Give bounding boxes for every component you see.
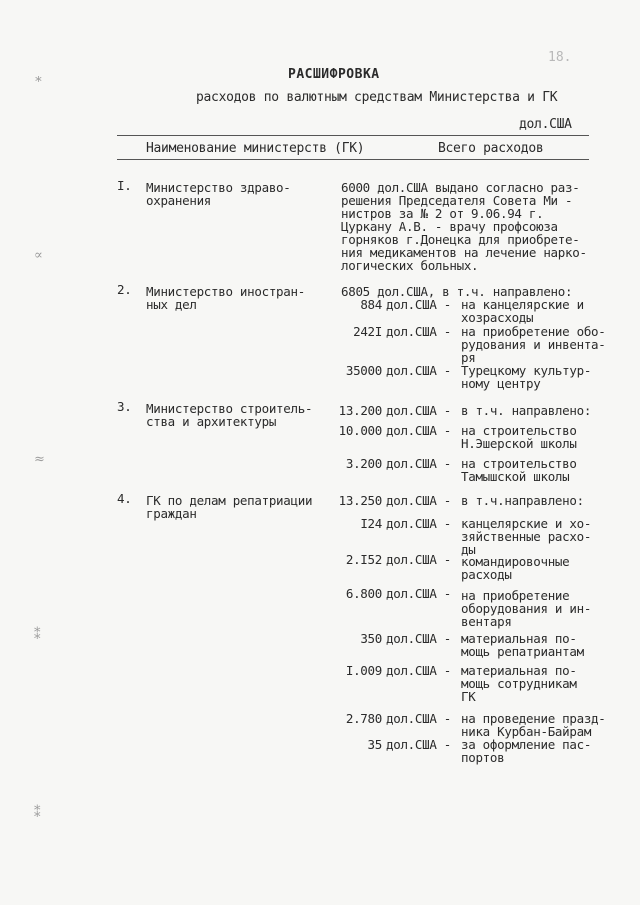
expense-amount: 35000	[345, 363, 382, 378]
column-header-total: Всего расходов	[438, 141, 544, 156]
ministry-name: Министерство строитель-	[146, 401, 313, 416]
expense-description: в т.ч.направлено:	[461, 493, 584, 508]
expense-amount: 35	[367, 737, 382, 752]
expense-unit: дол.США -	[386, 631, 452, 646]
expense-description: портов	[461, 750, 505, 765]
expense-unit: дол.США -	[386, 324, 452, 339]
expense-description: зяйственные расхо-	[461, 529, 592, 544]
binding-mark-icon: ∗	[34, 72, 43, 87]
ministry-name: Министерство здраво-	[146, 180, 291, 195]
ministry-name: охранения	[146, 193, 212, 208]
expense-description: ря	[461, 350, 476, 365]
binding-mark-icon: ⁑	[34, 628, 41, 643]
expense-description: на приобретение обо-	[461, 324, 606, 339]
expense-unit: дол.США -	[386, 403, 452, 418]
expense-unit: дол.США -	[386, 297, 452, 312]
header-top-rule	[117, 135, 589, 136]
expense-description: мощь репатриантам	[461, 644, 584, 659]
expense-description: на приобретение	[461, 588, 570, 603]
expense-description: Турецкому культур-	[461, 363, 592, 378]
expense-description: хозрасходы	[461, 310, 534, 325]
expense-description: материальная по-	[461, 631, 577, 646]
expense-text: логических больных.	[341, 258, 479, 273]
ministry-name: ства и архитектуры	[146, 414, 277, 429]
expense-text: ния медикаментов на лечение нарко-	[341, 245, 587, 260]
expense-description: Тамышской школы	[461, 469, 570, 484]
expense-description: за оформление пас-	[461, 737, 592, 752]
expense-unit: дол.США -	[386, 423, 452, 438]
expense-amount: 884	[360, 297, 382, 312]
expense-description: канцелярские и хо-	[461, 516, 592, 531]
row-number: I.	[117, 178, 132, 193]
header-bottom-rule	[117, 159, 589, 160]
expense-amount: 242I	[353, 324, 382, 339]
expense-description: на строительство	[461, 423, 577, 438]
expense-description: вентаря	[461, 614, 512, 629]
expense-amount: 350	[360, 631, 382, 646]
expense-amount: 13.250	[338, 493, 382, 508]
expense-unit: дол.США -	[386, 516, 452, 531]
expense-unit: дол.США -	[386, 586, 452, 601]
expense-description: оборудования и ин-	[461, 601, 592, 616]
row-number: 2.	[117, 282, 132, 297]
expense-amount: 6.800	[345, 586, 382, 601]
expense-amount: I.009	[345, 663, 382, 678]
expense-text: 6000 дол.США выдано согласно раз-	[341, 180, 580, 195]
expense-description: на канцелярские и	[461, 297, 584, 312]
ministry-name: ных дел	[146, 297, 197, 312]
binding-mark-icon: ∝	[34, 248, 43, 263]
expense-text: Цуркану А.В. - врачу профсоюза	[341, 219, 558, 234]
binding-mark-icon: ≈	[34, 452, 45, 467]
expense-unit: дол.США -	[386, 456, 452, 471]
expense-amount: 10.000	[338, 423, 382, 438]
document-subtitle: расходов по валютным средствам Министерства и ГК	[196, 90, 558, 105]
expense-description: Н.Эшерской школы	[461, 436, 577, 451]
expense-text: горняков г.Донецка для приобрете-	[341, 232, 580, 247]
expense-description: на проведение празд-	[461, 711, 606, 726]
expense-unit: дол.США -	[386, 663, 452, 678]
expense-description: командировочные	[461, 554, 570, 569]
expense-description: ному центру	[461, 376, 541, 391]
ministry-name: ГК по делам репатриации	[146, 493, 313, 508]
expense-description: на строительство	[461, 456, 577, 471]
currency-unit: дол.США	[519, 117, 572, 132]
expense-total: 6805 дол.США, в т.ч. направлено:	[341, 284, 573, 299]
document-title: РАСШИФРОВКА	[288, 67, 380, 82]
expense-description: мощь сотрудникам	[461, 676, 577, 691]
expense-amount: 2.780	[345, 711, 382, 726]
expense-amount: 13.200	[338, 403, 382, 418]
expense-unit: дол.США -	[386, 711, 452, 726]
ministry-name: граждан	[146, 506, 197, 521]
expense-description: расходы	[461, 567, 512, 582]
expense-unit: дол.США -	[386, 737, 452, 752]
expense-description: рудования и инвента-	[461, 337, 606, 352]
expense-unit: дол.США -	[386, 363, 452, 378]
expense-description: ды	[461, 542, 476, 557]
expense-description: материальная по-	[461, 663, 577, 678]
expense-text: решения Председателя Совета Ми -	[341, 193, 573, 208]
expense-description: ника Курбан-Байрам	[461, 724, 592, 739]
binding-mark-icon: ⁑	[34, 806, 41, 821]
expense-amount: 2.I52	[345, 552, 382, 567]
page-number: 18.	[548, 50, 572, 65]
expense-amount: I24	[360, 516, 382, 531]
expense-unit: дол.США -	[386, 552, 452, 567]
expense-description: ГК	[461, 689, 476, 704]
expense-text: нистров за № 2 от 9.06.94 г.	[341, 206, 544, 221]
expense-unit: дол.США -	[386, 493, 452, 508]
ministry-name: Министерство иностран-	[146, 284, 305, 299]
row-number: 3.	[117, 399, 132, 414]
column-header-ministry: Наименование министерств (ГК)	[146, 141, 365, 156]
expense-description: в т.ч. направлено:	[461, 403, 592, 418]
row-number: 4.	[117, 491, 132, 506]
expense-amount: 3.200	[345, 456, 382, 471]
